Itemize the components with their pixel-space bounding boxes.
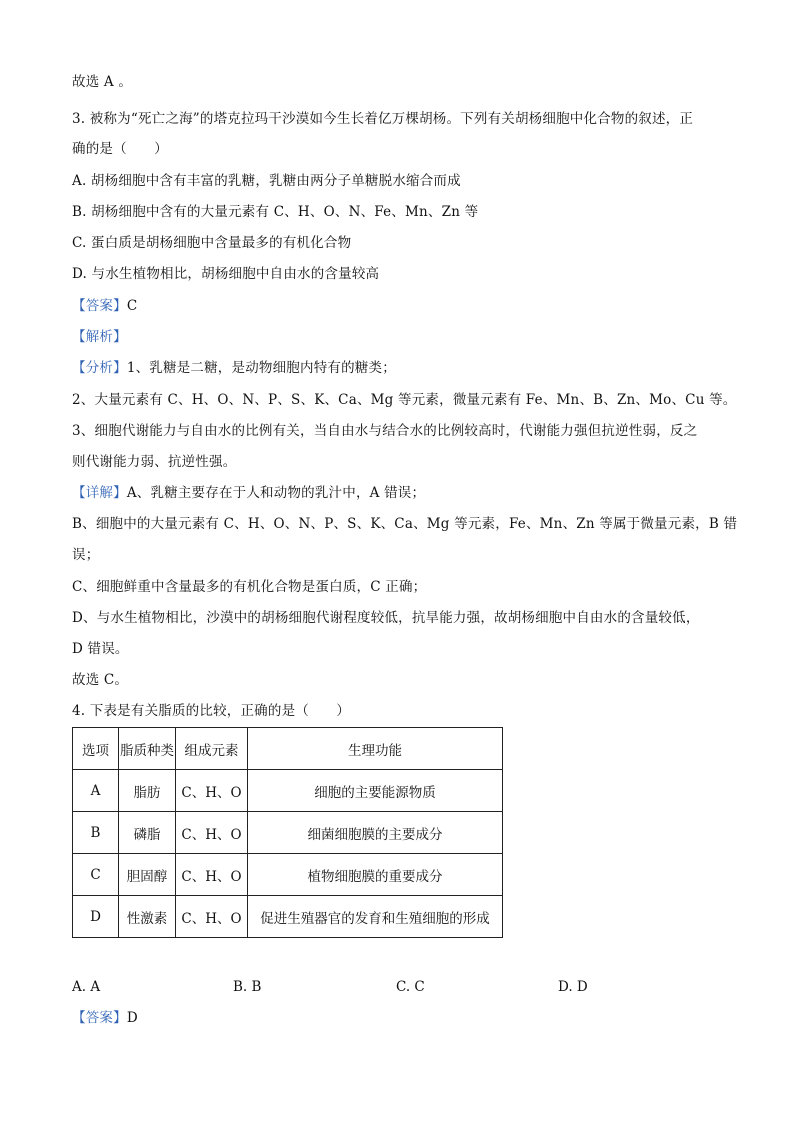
header-cell: 选项 [73,728,119,770]
fenxi-tag: 【分析】 [72,360,127,376]
detail-c: C、细胞鲜重中含量最多的有机化合物是蛋白质，C 正确； [72,579,427,595]
detail-a [72,483,425,503]
analysis-heading [72,327,127,347]
table-cell: C、H、O [176,896,248,938]
table-cell: 脂肪 [119,770,176,812]
table-cell: 细胞的主要能源物质 [248,770,503,812]
detail-b-line-1: B、细胞中的大量元素有 C、H、O、N、P、S、K、Ca、Mg 等元素，Fe、Mn、Zn 等属于微量元素，B 错 [72,516,738,532]
table-row [73,896,503,938]
question-4-option-c: C. C [396,979,425,995]
table-row [73,812,503,854]
question-3-stem-line-2: 确的是（ ） [72,141,168,157]
table-row [73,854,503,896]
lipid-comparison-table [72,727,503,938]
question-4-option-d: D. D [558,979,588,995]
table-cell: 磷脂 [119,812,176,854]
question-3-answer [72,296,137,316]
question-3-option-b: B. 胡杨细胞中含有的大量元素有 C、H、O、N、Fe、Mn、Zn 等 [72,204,479,220]
answer-tag: 【答案】 [72,1010,127,1026]
table-cell: A [73,770,119,812]
question-4-option-a: A. A [72,979,101,995]
question-3-option-c: C. 蛋白质是胡杨细胞中含量最多的有机化合物 [72,235,352,251]
table-cell: C、H、O [176,854,248,896]
question-3-option-d: D. 与水生植物相比，胡杨细胞中自由水的含量较高 [72,266,380,282]
xiangjie-tag: 【详解】 [72,485,127,501]
answer-value: D [126,1010,138,1026]
analysis-point-2: 2、大量元素有 C、H、O、N、P、S、K、Ca、Mg 等元素，微量元素有 Fe、Mn、B、Zn、Mo、Cu 等。 [72,392,737,408]
analysis-point-3-line-2: 则代谢能力弱、抗逆性强。 [72,454,237,470]
table-cell: 植物细胞膜的重要成分 [248,854,503,896]
answer-tag: 【答案】 [72,298,127,314]
table-cell: B [73,812,119,854]
table-cell: D [73,896,119,938]
header-cell: 生理功能 [248,728,503,770]
question-4-stem: 4. 下表是有关脂质的比较，正确的是（ ） [72,703,351,719]
header-cell: 组成元素 [176,728,248,770]
table-cell: 促进生殖器官的发育和生殖细胞的形成 [248,896,503,938]
table-cell: C [73,854,119,896]
question-4-option-b: B. B [233,979,262,995]
table-cell: C、H、O [176,770,248,812]
table-cell: 性激素 [119,896,176,938]
table-cell: 胆固醇 [119,854,176,896]
answer-value: C [126,298,138,314]
analysis-tag: 【解析】 [72,329,127,345]
table-row [73,770,503,812]
question-3-option-a: A. 胡杨细胞中含有丰富的乳糖，乳糖由两分子单糖脱水缩合而成 [72,173,461,189]
question-3-stem-line-1: 3. 被称为“死亡之海”的塔克拉玛干沙漠如今生长着亿万棵胡杨。下列有关胡杨细胞中化合物的叙述，正 [72,111,694,127]
detail-d-line-2: D 错误。 [72,641,129,657]
detail-d-line-1: D、与水生植物相比，沙漠中的胡杨细胞代谢程度较低，抗旱能力强，故胡杨细胞中自由水的含量较低， [72,610,700,626]
conclusion-q3: 故选 C。 [72,672,129,688]
table-cell: 细菌细胞膜的主要成分 [248,812,503,854]
analysis-point-1-text: 1、乳糖是二糖，是动物细胞内特有的糖类； [126,360,396,376]
question-4-answer [72,1008,138,1028]
analysis-point-3-line-1: 3、细胞代谢能力与自由水的比例有关，当自由水与结合水的比例较高时，代谢能力强但抗逆性弱，反之 [72,423,698,439]
header-cell: 脂质种类 [119,728,176,770]
detail-b-line-2: 误； [72,547,100,563]
table-header-row [73,728,503,770]
conclusion-prev: 故选 A 。 [72,74,133,90]
table-cell: C、H、O [176,812,248,854]
analysis-point-1 [72,358,396,378]
detail-a-text: A、乳糖主要存在于人和动物的乳汁中，A 错误； [126,485,426,501]
